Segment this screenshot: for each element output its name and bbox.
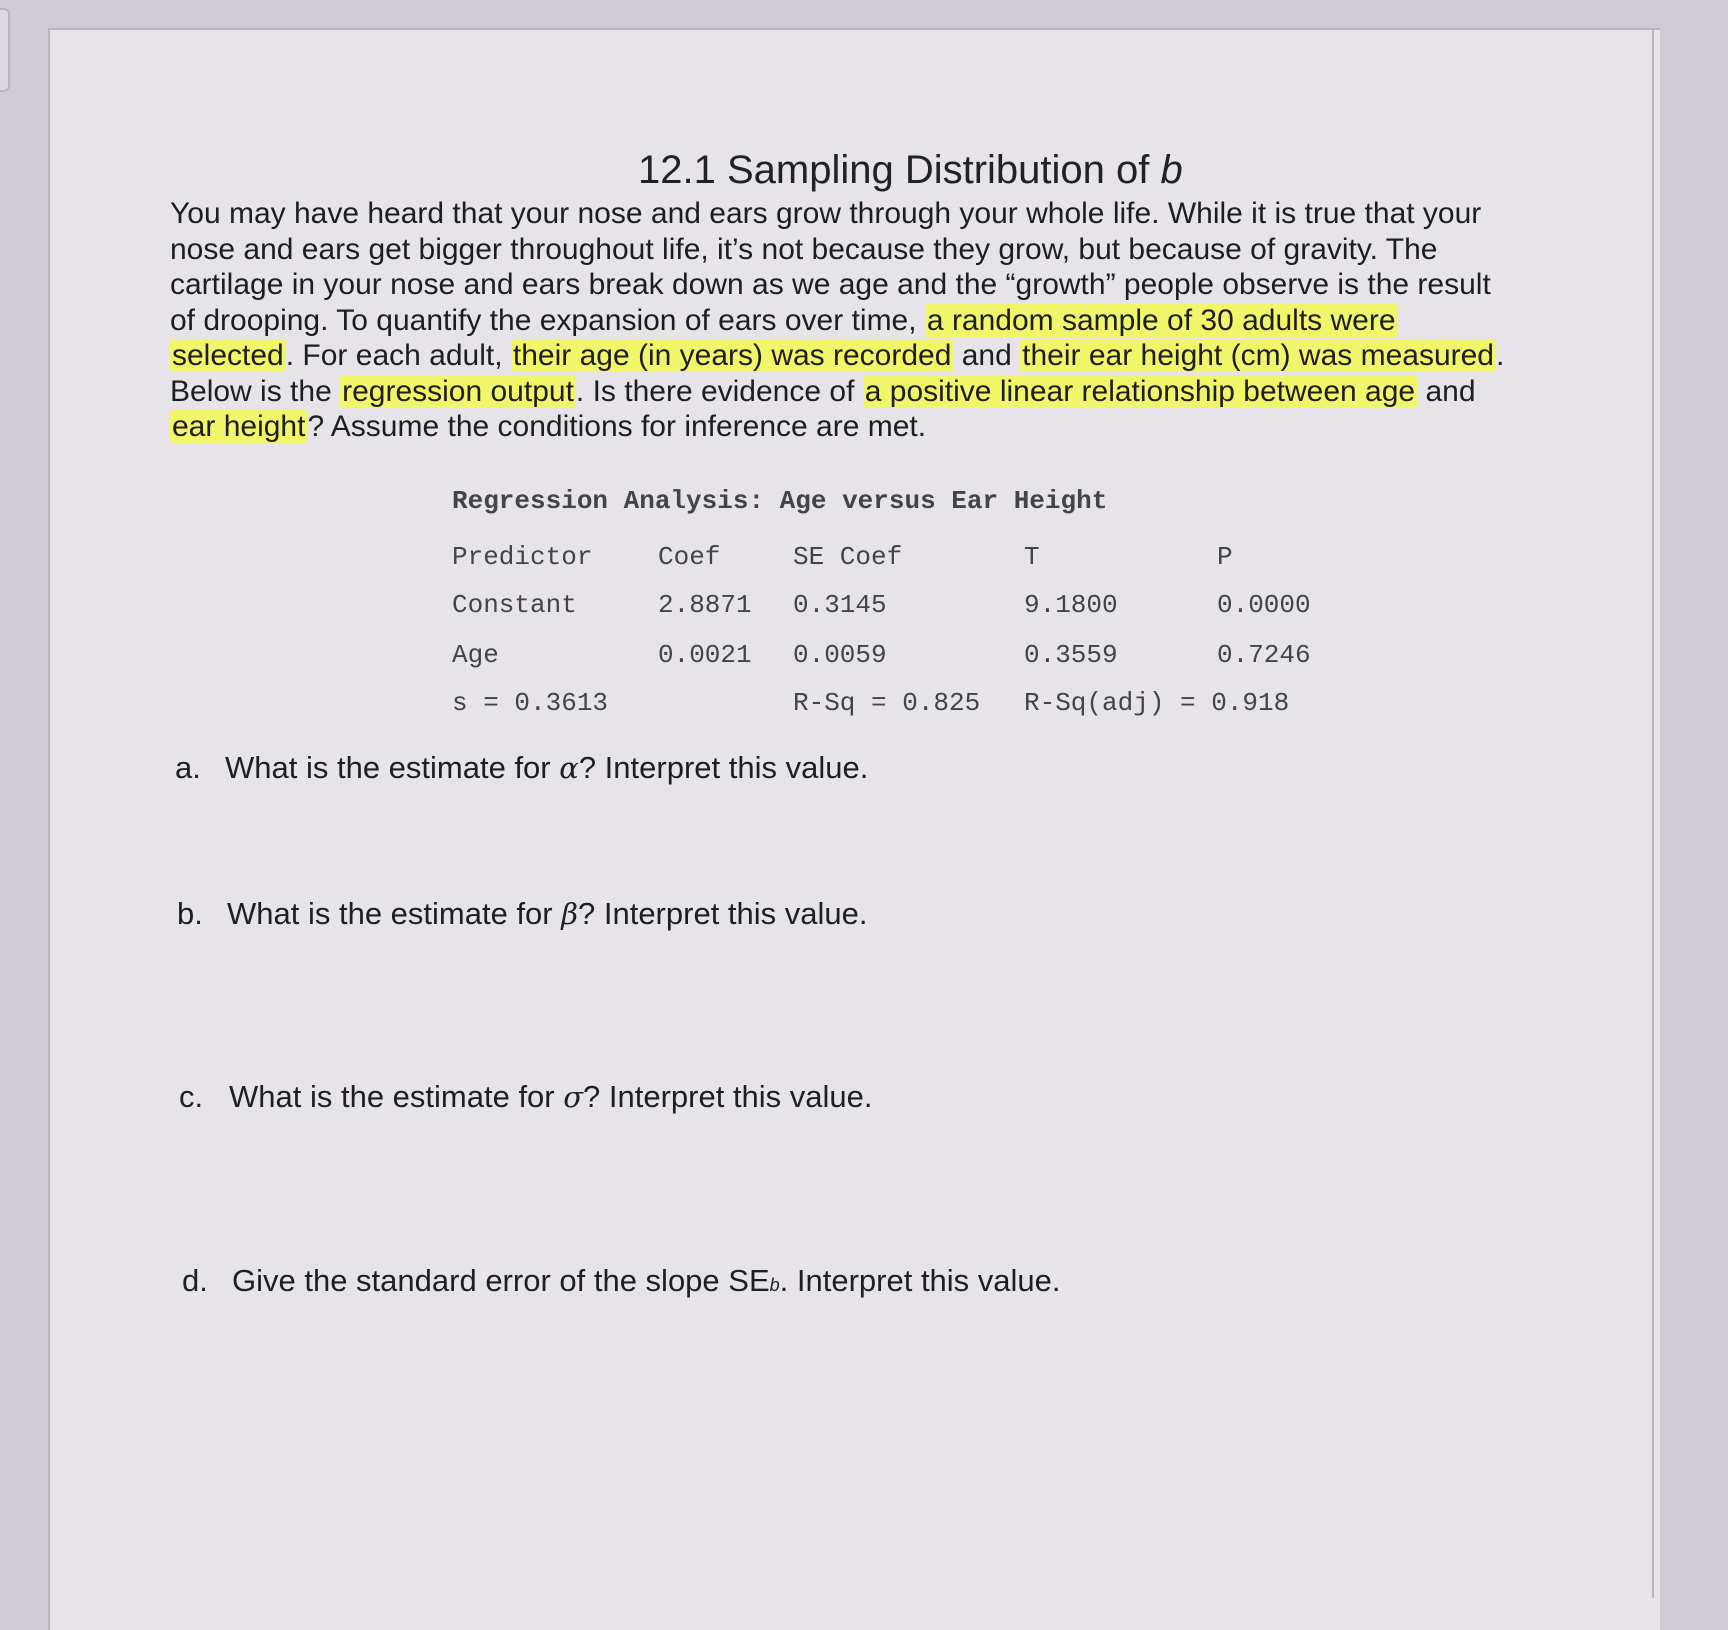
question-c: c. What is the estimate for σ? Interpret this value. — [179, 1079, 873, 1114]
beta-symbol: β — [561, 897, 578, 931]
adjacent-page-edge — [0, 8, 10, 92]
question-a: a. What is the estimate for α? Interpret this value. — [175, 750, 869, 785]
t-value: 9.1800 — [1024, 590, 1118, 620]
row-label: Constant — [452, 590, 577, 620]
r-sq-value: R-Sq = 0.825 — [793, 688, 981, 718]
sigma-symbol: σ — [563, 1080, 584, 1114]
header-coef: Coef — [658, 542, 721, 572]
page-right-edge — [1652, 28, 1654, 1598]
coef-value: 2.8871 — [658, 590, 752, 620]
regression-summary-row — [452, 688, 1352, 724]
alpha-symbol: α — [559, 751, 579, 785]
coef-value: 0.0021 — [658, 640, 752, 670]
highlight-ear-height-2: ear height — [172, 410, 306, 443]
slope-subscript: b — [769, 1275, 780, 1295]
se-coef-value: 0.3145 — [793, 590, 887, 620]
header-predictor: Predictor — [452, 542, 593, 572]
header-se-coef: SE Coef — [793, 542, 903, 572]
page-title: 12.1 Sampling Distribution of b — [638, 148, 1183, 192]
regression-header-row — [452, 542, 1352, 578]
highlight-sample: a random sample of 30 adults were — [926, 303, 1396, 337]
intro-paragraph: You may have heard that your nose and ears grow through your whole life. While it is true that your nose and ears get bigger throughout life, it’s not because they grow, but because of gravity. The cartilage in your nose and ears break down as we age and the “growth” people observe is the result of drooping. To quantify the expansion of ears over time, a random sample of 30 adults were selected. For each adult, their age (in years) was recorded and their ear height (cm) was measured. Below is the regression output. Is there evidence of a positive linear relationship between age and ear height? Assume the conditions for inference are met. — [170, 197, 1505, 443]
highlight-selected: selected — [172, 339, 284, 372]
t-value: 0.3559 — [1024, 640, 1118, 670]
s-value: s = 0.3613 — [452, 688, 609, 718]
question-d: d. Give the standard error of the slope SEb. Interpret this value. — [182, 1263, 1061, 1298]
header-p: P — [1217, 542, 1233, 572]
regression-title: Regression Analysis: Age versus Ear Height — [452, 486, 1108, 516]
regression-row-age — [452, 640, 1352, 676]
question-b: b. What is the estimate for β? Interpret this value. — [177, 896, 868, 931]
regression-row-constant — [452, 590, 1352, 626]
highlight-relationship: a positive linear relationship between age — [864, 374, 1416, 408]
p-value: 0.7246 — [1217, 640, 1311, 670]
p-value: 0.0000 — [1217, 590, 1311, 620]
r-sq-adj-value: R-Sq(adj) = 0.918 — [1024, 688, 1290, 718]
highlight-regression-output: regression output — [342, 374, 574, 408]
highlight-ear-height: their ear height (cm) was measured — [1022, 339, 1494, 372]
se-coef-value: 0.0059 — [793, 640, 887, 670]
header-t: T — [1024, 542, 1040, 572]
highlight-age: their age (in years) was recorded — [512, 339, 952, 372]
row-label: Age — [452, 640, 499, 670]
